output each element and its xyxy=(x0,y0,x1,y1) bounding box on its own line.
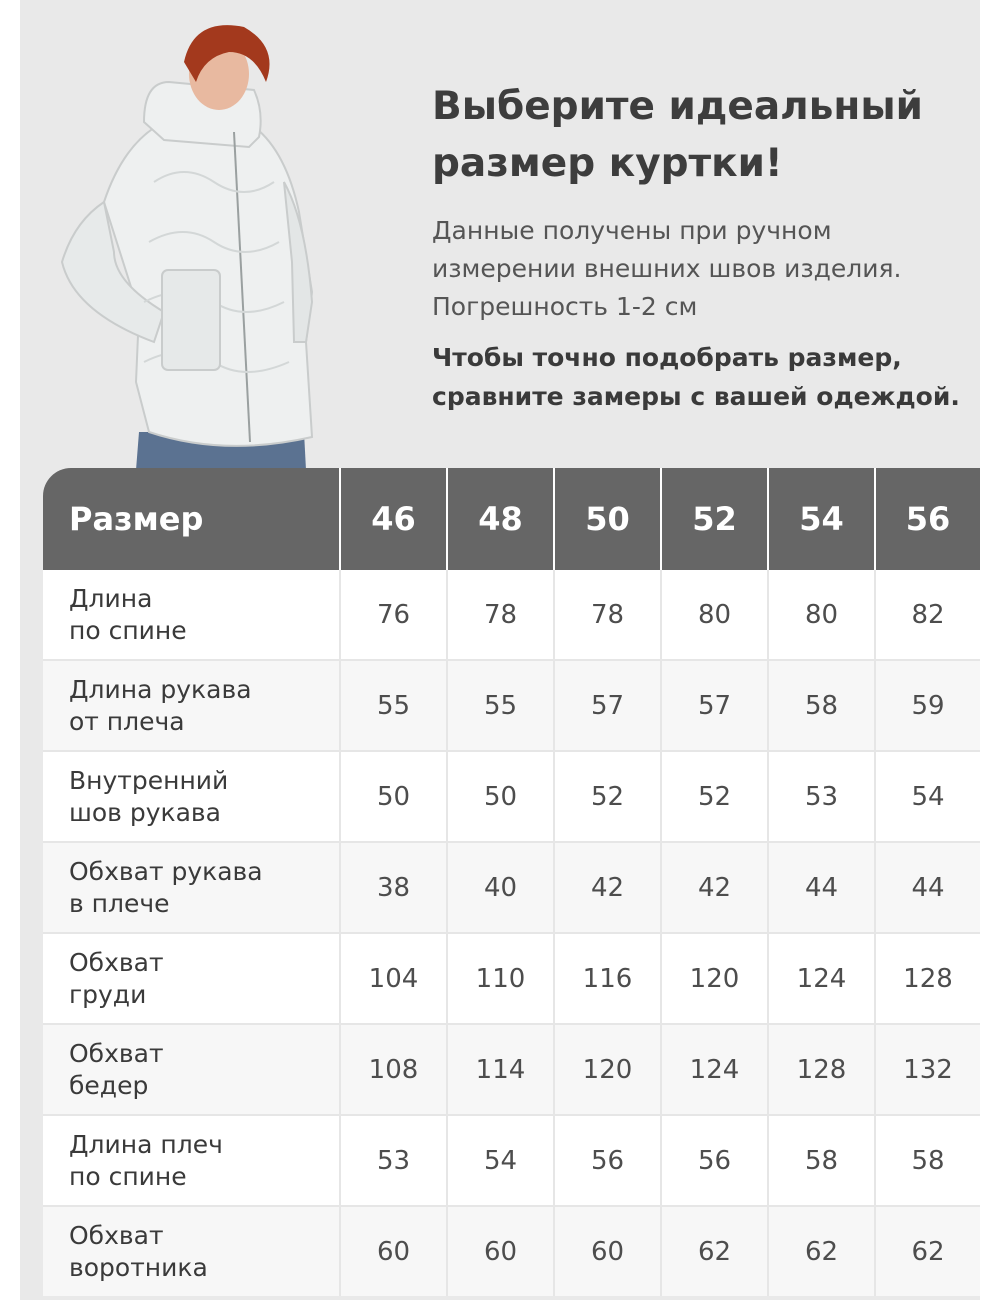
table-cell: 58 xyxy=(767,1114,874,1205)
table-cell: 44 xyxy=(767,841,874,932)
heading-line-1: Выберите идеальный xyxy=(432,84,923,129)
table-cell: 60 xyxy=(553,1205,660,1296)
table-row xyxy=(43,932,980,1023)
row-label-line: бедер xyxy=(69,1070,149,1100)
fit-advice xyxy=(432,338,992,416)
table-row xyxy=(43,1023,980,1114)
table-cell: 54 xyxy=(874,750,980,841)
table-cell: 116 xyxy=(553,932,660,1023)
table-cell: 56 xyxy=(660,1114,767,1205)
row-label-line: Внутренний xyxy=(69,765,229,795)
table-cell: 110 xyxy=(446,932,553,1023)
table-cell: 76 xyxy=(339,570,446,659)
table-cell: 52 xyxy=(660,750,767,841)
header-size: 52 xyxy=(660,468,767,570)
table-cell: 44 xyxy=(874,841,980,932)
row-label-line: по спине xyxy=(69,615,187,645)
table-cell: 124 xyxy=(660,1023,767,1114)
table-cell: 42 xyxy=(660,841,767,932)
row-label-line: Длина рукава xyxy=(69,674,252,704)
row-label xyxy=(43,750,339,841)
row-label xyxy=(43,1114,339,1205)
row-label-line: шов рукава xyxy=(69,797,221,827)
table-cell: 78 xyxy=(446,570,553,659)
table-row xyxy=(43,1114,980,1205)
table-cell: 124 xyxy=(767,932,874,1023)
table-cell: 50 xyxy=(339,750,446,841)
heading-line-2: размер куртки! xyxy=(432,141,783,186)
page-heading xyxy=(432,78,952,192)
note-line-1: Чтобы точно подобрать размер, xyxy=(432,343,902,372)
table-cell: 60 xyxy=(339,1205,446,1296)
table-cell: 114 xyxy=(446,1023,553,1114)
table-cell: 78 xyxy=(553,570,660,659)
table-cell: 132 xyxy=(874,1023,980,1114)
table-cell: 55 xyxy=(339,659,446,750)
row-label xyxy=(43,1205,339,1296)
row-label xyxy=(43,570,339,659)
row-label-line: в плече xyxy=(69,888,170,918)
size-table xyxy=(43,468,980,1296)
table-cell: 53 xyxy=(767,750,874,841)
table-cell: 56 xyxy=(553,1114,660,1205)
row-label-line: по спине xyxy=(69,1161,187,1191)
table-cell: 120 xyxy=(553,1023,660,1114)
table-cell: 54 xyxy=(446,1114,553,1205)
header-size-label: Размер xyxy=(43,468,339,570)
table-row xyxy=(43,570,980,659)
header-size: 56 xyxy=(874,468,980,570)
table-cell: 80 xyxy=(767,570,874,659)
table-cell: 128 xyxy=(874,932,980,1023)
subtext-line-1: Данные получены при ручном xyxy=(432,216,832,245)
table-row xyxy=(43,659,980,750)
row-label xyxy=(43,1023,339,1114)
model-photo xyxy=(44,12,324,470)
row-label-line: Обхват xyxy=(69,1220,164,1250)
table-cell: 50 xyxy=(446,750,553,841)
table-header-row xyxy=(43,468,980,570)
table-cell: 62 xyxy=(767,1205,874,1296)
subtext-line-2: измерении внешних швов изделия. xyxy=(432,254,902,283)
table-cell: 57 xyxy=(553,659,660,750)
table-cell: 52 xyxy=(553,750,660,841)
measurement-note xyxy=(432,212,972,326)
header-size: 46 xyxy=(339,468,446,570)
table-cell: 104 xyxy=(339,932,446,1023)
table-cell: 62 xyxy=(660,1205,767,1296)
row-label-line: от плеча xyxy=(69,706,185,736)
note-line-2: сравните замеры с вашей одеждой. xyxy=(432,382,960,411)
row-label xyxy=(43,659,339,750)
table-cell: 120 xyxy=(660,932,767,1023)
row-label xyxy=(43,841,339,932)
table-cell: 58 xyxy=(874,1114,980,1205)
table-cell: 62 xyxy=(874,1205,980,1296)
row-label-line: груди xyxy=(69,979,147,1009)
table-row xyxy=(43,750,980,841)
subtext-line-3: Погрешность 1-2 см xyxy=(432,292,698,321)
table-cell: 38 xyxy=(339,841,446,932)
row-label-line: Длина xyxy=(69,583,153,613)
table-cell: 128 xyxy=(767,1023,874,1114)
table-cell: 80 xyxy=(660,570,767,659)
table-row xyxy=(43,1205,980,1296)
table-cell: 82 xyxy=(874,570,980,659)
header-size: 48 xyxy=(446,468,553,570)
table-cell: 60 xyxy=(446,1205,553,1296)
table-cell: 59 xyxy=(874,659,980,750)
table-cell: 42 xyxy=(553,841,660,932)
table-cell: 57 xyxy=(660,659,767,750)
table-row xyxy=(43,841,980,932)
header-size: 54 xyxy=(767,468,874,570)
table-cell: 40 xyxy=(446,841,553,932)
row-label-line: воротника xyxy=(69,1252,208,1282)
row-label-line: Обхват xyxy=(69,1038,164,1068)
table-cell: 55 xyxy=(446,659,553,750)
table-cell: 58 xyxy=(767,659,874,750)
table-cell: 108 xyxy=(339,1023,446,1114)
row-label-line: Длина плеч xyxy=(69,1129,223,1159)
row-label-line: Обхват рукава xyxy=(69,856,263,886)
header-size: 50 xyxy=(553,468,660,570)
row-label xyxy=(43,932,339,1023)
table-cell: 53 xyxy=(339,1114,446,1205)
row-label-line: Обхват xyxy=(69,947,164,977)
